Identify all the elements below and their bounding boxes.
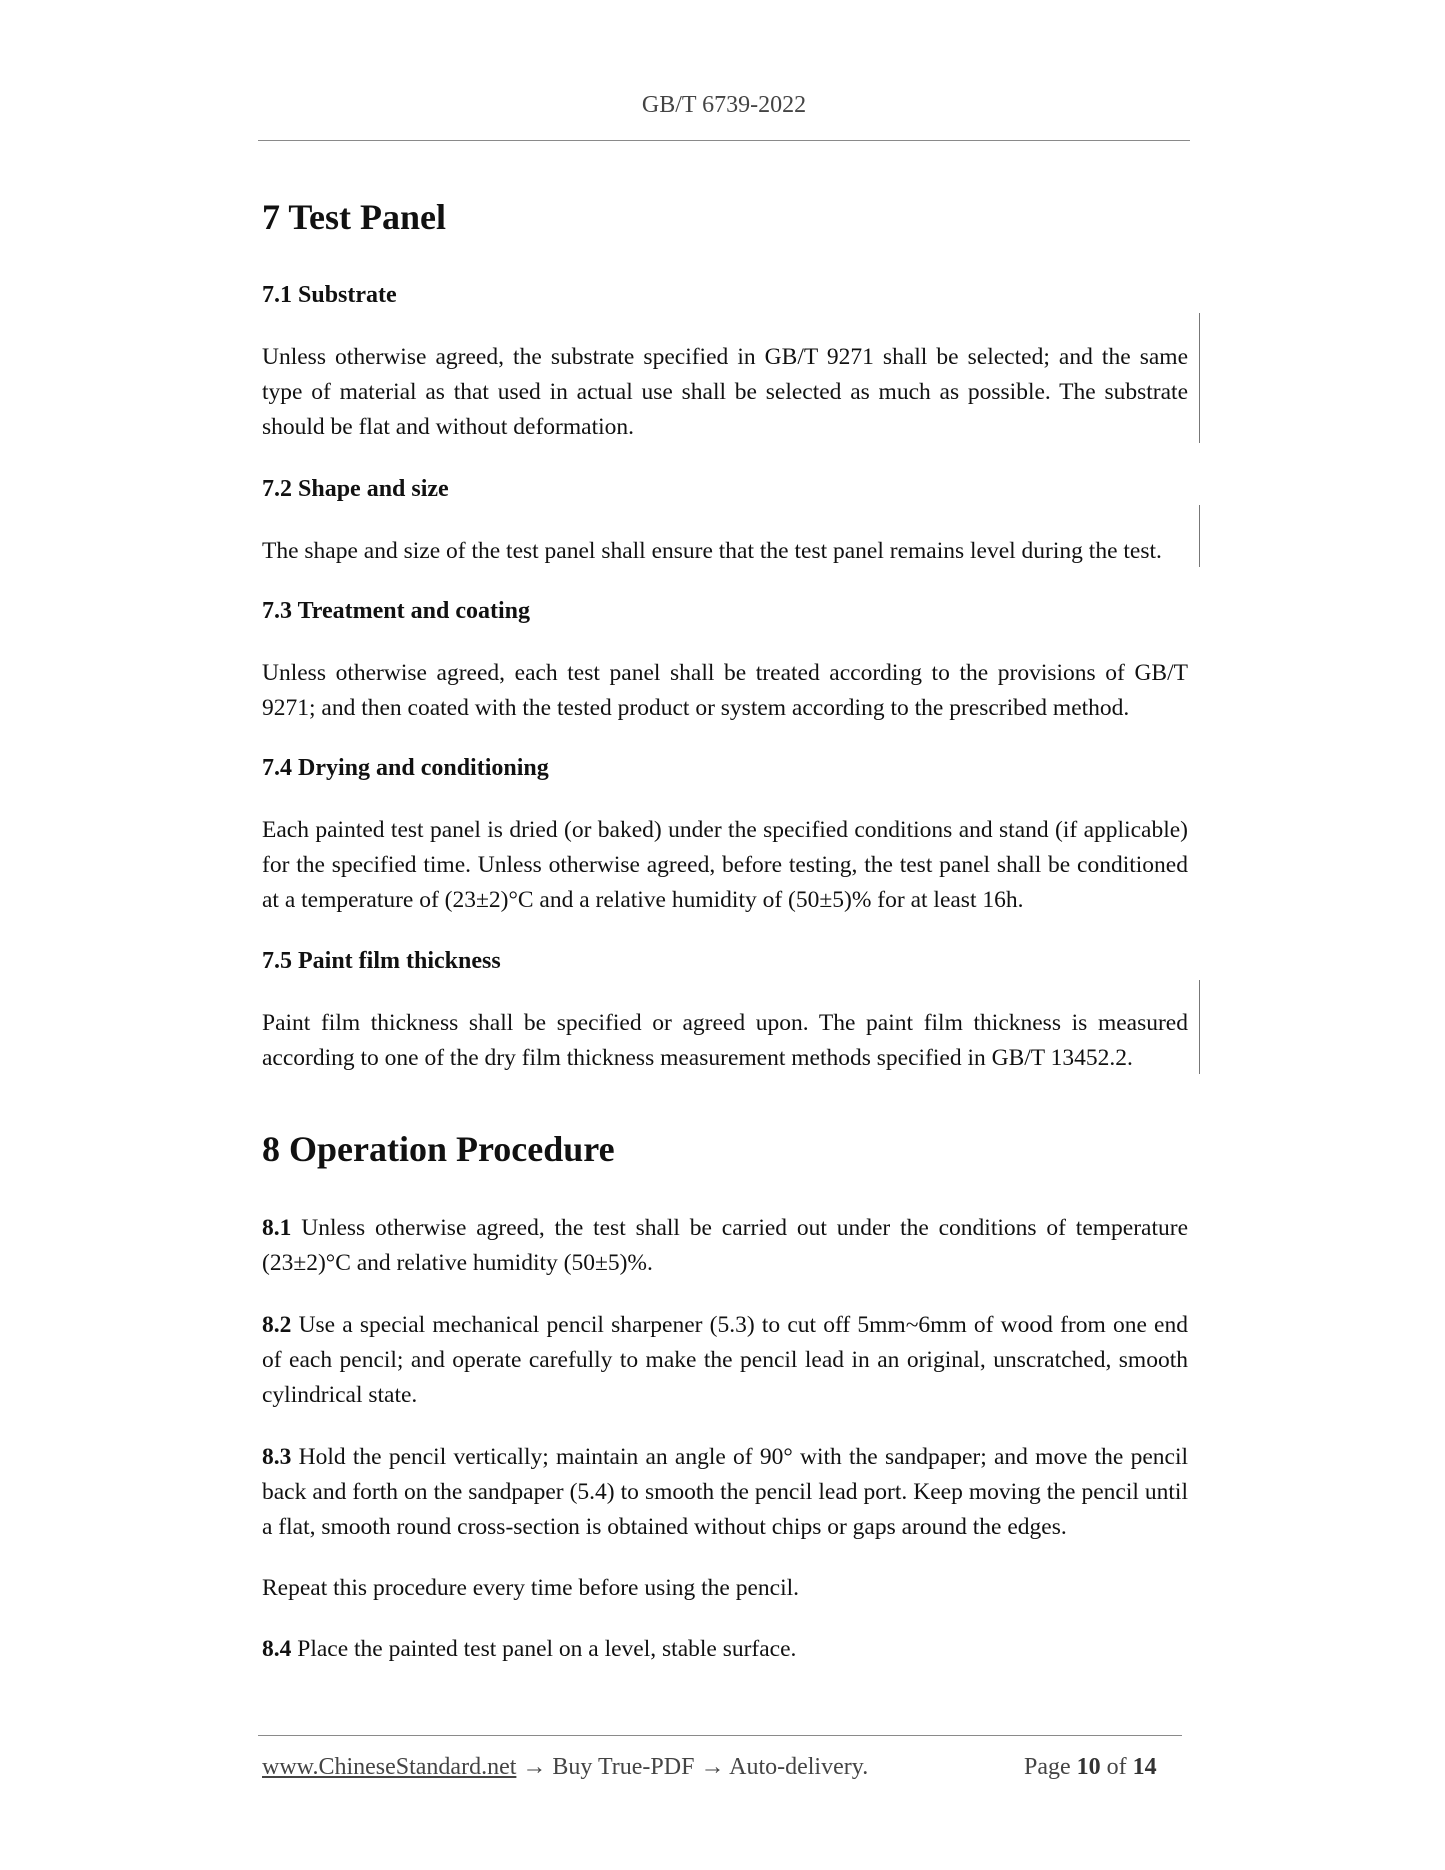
footer-tagline: → Buy True-PDF → Auto-delivery.: [516, 1754, 869, 1780]
clause-8-2-number: 8.2: [262, 1312, 292, 1338]
clause-8-1: [262, 1211, 1188, 1281]
section-7-3-title: 7.3 Treatment and coating: [262, 598, 530, 624]
clause-8-2-text: Use a special mechanical pencil sharpener (5.3) to cut off 5mm~6mm of wood from one end of each pencil; and operate carefully to make the pencil lead in an original, unscratched, smooth cylindrical state.: [262, 1312, 1188, 1408]
section-7-4-text: Each painted test panel is dried (or baked) under the specified conditions and stand (if applicable) for the specified time. Unless otherwise agreed, before testing, the test panel shall be conditioned at a temperature of (23±2)°C and a relative humidity of (50±5)% for at least 16h.: [262, 817, 1188, 913]
page-label: Page: [1024, 1754, 1071, 1780]
header-rule: [258, 140, 1190, 141]
page-total: 14: [1132, 1754, 1157, 1780]
section-7-title: 7 Test Panel: [262, 197, 447, 237]
clause-8-3: [262, 1440, 1188, 1545]
section-7-1-title: 7.1 Substrate: [262, 282, 397, 308]
section-7-4-title: 7.4 Drying and conditioning: [262, 755, 549, 781]
page-indicator: [1024, 1754, 1157, 1781]
section-7-1-text: Unless otherwise agreed, the substrate specified in GB/T 9271 shall be selected; and the same type of material as that used in actual use shall be selected as much as possible. The substrate should be flat and without deformation.: [262, 344, 1188, 440]
footer-promo: [262, 1754, 868, 1781]
revision-bar: [1199, 505, 1200, 567]
document-header: GB/T 6739-2022: [641, 92, 807, 118]
clause-8-3-number: 8.3: [262, 1444, 292, 1470]
clause-8-4-number: 8.4: [262, 1636, 292, 1662]
footer-rule: [258, 1735, 1182, 1736]
of-label: of: [1106, 1754, 1127, 1780]
clause-8-4-text: Place the painted test panel on a level, stable surface.: [297, 1636, 797, 1662]
section-7-3-text: Unless otherwise agreed, each test panel shall be treated according to the provisions of GB/T 9271; and then coated with the tested product or system according to the prescribed method.: [262, 660, 1188, 721]
revision-bar: [1199, 313, 1200, 443]
section-7-5-text: Paint film thickness shall be specified or agreed upon. The paint film thickness is measured according to one of the dry film thickness measurement methods specified in GB/T 13452.2.: [262, 1010, 1188, 1071]
clause-8-4: [262, 1632, 1188, 1667]
section-7-5-title: 7.5 Paint film thickness: [262, 948, 501, 974]
section-7-2-text: The shape and size of the test panel shall ensure that the test panel remains level during the test.: [262, 538, 1162, 564]
revision-bar: [1199, 980, 1200, 1074]
section-7-2-title: 7.2 Shape and size: [262, 476, 449, 502]
section-8-title: 8 Operation Procedure: [262, 1129, 615, 1169]
clause-8-1-number: 8.1: [262, 1215, 292, 1241]
clause-8-3-repeat: Repeat this procedure every time before using the pencil.: [262, 1575, 800, 1601]
page-current: 10: [1076, 1754, 1101, 1780]
site-link[interactable]: www.ChineseStandard.net: [262, 1754, 517, 1780]
clause-8-3-text: Hold the pencil vertically; maintain an angle of 90° with the sandpaper; and move the pencil back and forth on the sandpaper (5.4) to smooth the pencil lead port. Keep moving the pencil until a flat, smooth round cross-section is obtained without chips or gaps around the edges.: [262, 1444, 1188, 1540]
clause-8-2: [262, 1308, 1188, 1413]
clause-8-1-text: Unless otherwise agreed, the test shall be carried out under the conditions of temperature (23±2)°C and relative humidity (50±5)%.: [262, 1215, 1188, 1276]
